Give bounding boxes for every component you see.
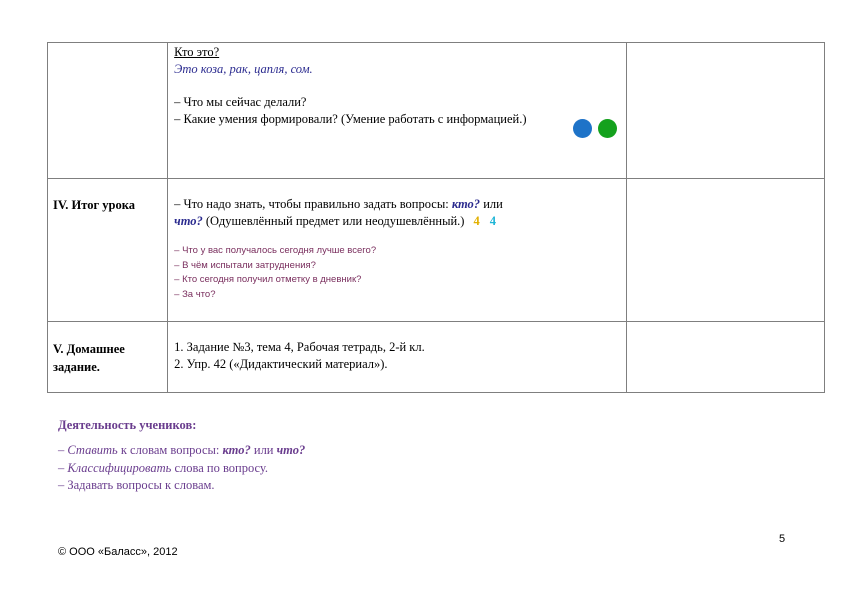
list-item: – Задавать вопросы к словам. bbox=[58, 478, 215, 492]
list-item: – Классифицировать слова по вопросу. bbox=[58, 460, 269, 475]
list-item: – За что? bbox=[174, 288, 216, 300]
teacher-activity-cell bbox=[168, 43, 627, 179]
list-item: – Что у вас получалось сегодня лучше всего? bbox=[174, 245, 377, 256]
notes-cell bbox=[626, 322, 824, 393]
table-row bbox=[48, 322, 825, 393]
list-item: – Ставить к словам вопросы: кто? или что? bbox=[58, 443, 306, 457]
answer-animals: Это коза, рак, цапля, сом. bbox=[174, 62, 313, 76]
keyword-what: что? bbox=[174, 214, 203, 228]
homework-item: 1. Задание №3, тема 4, Рабочая тетрадь, 2-й кл. bbox=[174, 340, 425, 354]
student-activity bbox=[58, 418, 778, 495]
teacher-activity-cell bbox=[168, 322, 627, 393]
reflection-questions bbox=[174, 244, 620, 302]
question-skills: – Какие умения формировали? (Умение работать с информацией.) bbox=[174, 112, 527, 126]
table-row bbox=[48, 43, 825, 179]
stage-cell: IV. Итог урока bbox=[48, 179, 168, 322]
summary-question: – Что надо знать, чтобы правильно задать вопросы: кто? или bbox=[174, 197, 503, 211]
blue-circle-icon bbox=[573, 119, 592, 138]
page-number: 5 bbox=[779, 533, 786, 545]
score-cyan: 4 bbox=[489, 214, 496, 228]
keyword-who: кто? bbox=[451, 197, 481, 211]
score-yellow: 4 bbox=[473, 214, 480, 228]
notes-cell bbox=[626, 179, 824, 322]
teacher-activity-cell bbox=[168, 179, 627, 322]
stage-cell: V. Домашнее задание. bbox=[48, 322, 168, 393]
green-circle-icon bbox=[598, 119, 617, 138]
table-row bbox=[48, 179, 825, 322]
stage-cell bbox=[48, 43, 168, 179]
summary-question-cont: что? (Одушевлённый предмет или неодушевлённый.) 4 4 bbox=[174, 214, 496, 228]
list-item: – Кто сегодня получил отметку в дневник? bbox=[174, 274, 362, 285]
activity-title: Деятельность учеников: bbox=[58, 418, 197, 432]
copyright-notice: © ООО «Баласс», 2012 bbox=[58, 546, 178, 558]
question-what-did-we-do: – Что мы сейчас делали? bbox=[174, 95, 307, 109]
lesson-plan-table bbox=[47, 42, 825, 393]
homework-item: 2. Упр. 42 («Дидактический материал»). bbox=[174, 357, 388, 371]
question-who: Кто это? bbox=[174, 45, 220, 59]
notes-cell bbox=[626, 43, 824, 179]
list-item: – В чём испытали затруднения? bbox=[174, 259, 316, 271]
